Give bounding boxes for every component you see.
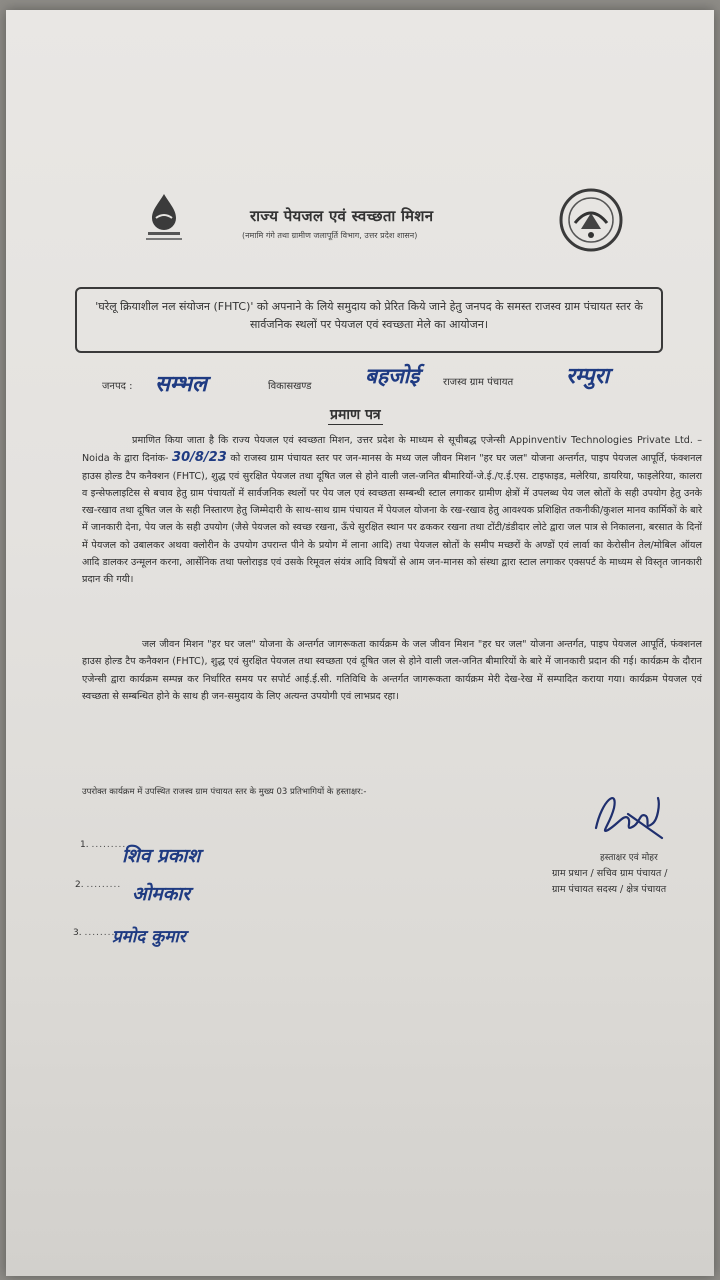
gram-value: रम्पुरा xyxy=(566,363,610,389)
participant-row xyxy=(75,880,121,890)
participant-signature-1: शिव प्रकाश xyxy=(122,845,201,867)
dotted-line: ......... xyxy=(91,840,127,850)
block-value: बहजोई xyxy=(365,363,420,388)
gram-label: राजस्व ग्राम पंचायत xyxy=(443,377,514,388)
participant-row xyxy=(80,840,126,850)
participants-intro: उपरोक्त कार्यक्रम में उपस्थित राजस्व ग्राम पंचायत स्तर के मुख्य 03 प्रतिभागियों के हस्ताक्षर:- xyxy=(82,787,367,797)
notice-box xyxy=(75,287,663,353)
header-title: राज्य पेयजल एवं स्वच्छता मिशन xyxy=(250,207,434,225)
up-state-seal-icon xyxy=(555,183,627,261)
participant-number: 3. xyxy=(73,928,82,938)
block-label: विकासखण्ड xyxy=(268,381,312,392)
signatory-line-1: ग्राम प्रधान / सचिव ग्राम पंचायत / xyxy=(552,868,668,879)
header-subtitle: (नमामि गंगे तथा ग्रामीण जलापूर्ति विभाग, उत्तर प्रदेश शासन) xyxy=(242,231,418,240)
participant-number: 2. xyxy=(75,880,84,890)
event-date: 30/8/23 xyxy=(172,450,227,466)
signatory-line-2: ग्राम पंचायत सदस्य / क्षेत्र पंचायत xyxy=(552,884,667,895)
paragraph-1-rest: को राजस्व ग्राम पंचायत स्तर पर जन-मानस के मध्य जल जीवन मिशन "हर घर जल" योजना अन्तर्गत, पाइप पेयजल आपूर्ति, फंक्शनल हाउस होल्ड टैप कनैक्शन (FHTC), शुद्ध एवं सुरक्षित पेयजल तथा दूषित जल से होने वाली जल-जनित बीमारियों-जे.ई./ए.ई.एस. टाइफाइड, मलेरिया, डायरिया, फाइलेरिया, कालरा व इन्सेफलाइटिस से बचाव हेतु ग्राम पंचायतों में सार्वजनिक स्थलों पर पेय जल एवं स्वच्छता सम्बन्धी स्टाल लगाकर ग्रामीण क्षेत्रों में उपलब्ध पेय जल स्रोतों के सही उपयोग हेतु उनके रख-रखाव तथा दूषित जल के सही निस्तारण हेतु जिम्मेदारी के साथ-साथ ग्राम पंचायत में पेयजल योजना के रख-रखाव हेतु आवश्यक प्रशिक्षित तकनीकी/कुशल मानव कार्मिकों के बारे में जानकारी देना, पेय जल के सही उपयोग (जैसे पेयजल को स्वच्छ रखना, ऊँचे सुरक्षित स्थान पर ढककर रखना तथा टोंटी/डंडीदार लोटे द्वारा जल पात्र से निकालना, बरसात के दिनों में पेयजल को उबालकर अथवा क्लोरीन के उपयोग उपरान्त पीने के प्रयोग में लाना आदि) तथा पेयजल स्रोतों के समीप मच्छरों के अण्डों एवं लार्वा का केरोसीन तेल/मोबिल ऑयल आदि डालकर उन्मूलन करना, आर्सेनिक तथा फ्लोराइड एवं उसके रिमूवल संयंत्र आदि विषयों से आम जन-मानस को संस्था द्वारा स्टाल लगाकर एक्सपर्ट के माध्यम से विस्तृत जानकारी प्रदान की गयी। xyxy=(82,453,702,586)
paragraph-1 xyxy=(82,432,702,589)
paragraph-1-start: प्रमाणित किया जाता है कि राज्य पेयजल एवं स्वच्छता मिशन, उत्तर प्रदेश के माध्यम से सूचीबद्ध एजेन्सी Appinventiv Technologies Private Ltd. – Noida के द्वारा दिनांक- xyxy=(82,435,702,465)
district-label: जनपद : xyxy=(102,381,133,392)
district-value: सम्भल xyxy=(155,371,207,397)
signatory-caption: हस्ताक्षर एवं मोहर xyxy=(600,853,658,863)
participant-signature-2: ओमकार xyxy=(132,883,191,905)
dotted-line: ......... xyxy=(86,880,122,890)
participant-signature-3: प्रमोद कुमार xyxy=(112,927,186,947)
pradhan-signature-icon xyxy=(588,784,668,858)
water-drop-logo-icon xyxy=(140,190,188,246)
paragraph-2: जल जीवन मिशन "हर घर जल" योजना के अन्तर्गत जागरूकता कार्यक्रम के जल जीवन मिशन "हर घर जल" योजना अन्तर्गत, पाइप पेयजल आपूर्ति, फंक्शनल हाउस होल्ड टैप कनैक्शन (FHTC), शुद्ध एवं सुरक्षित पेयजल तथा स्वच्छता एवं दूषित जल से होने वाली जल-जनित बीमारियों के बारे में जानकारी प्रदान की गई। कार्यक्रम के दौरान एजेन्सी द्वारा कार्यक्रम सम्पन्न कर निर्धारित समय पर सपोर्ट आई.ई.सी. गतिविधि के अन्तर्गत जागरूकता कार्यक्रम मेरी देख-रेख में सम्पादित कराया गया। कार्यक्रम पेयजल एवं स्वच्छता से सम्बन्धित होने के साथ ही जन-समुदाय के लिए अत्यन्त उपयोगी एवं लाभप्रद रहा। xyxy=(82,639,702,702)
certificate-title: प्रमाण पत्र xyxy=(330,407,381,423)
participant-number: 1. xyxy=(80,840,89,850)
notice-text: 'घरेलू क्रियाशील नल संयोजन (FHTC)' को अपनाने के लिये समुदाय को प्रेरित किये जाने हेतु जनपद के समस्त राजस्व ग्राम पंचायत स्तर के सार्वजनिक स्थलों पर पेयजल एवं स्वच्छता मेले का आयोजन। xyxy=(95,300,643,331)
dotted-line: ......... xyxy=(84,928,120,938)
